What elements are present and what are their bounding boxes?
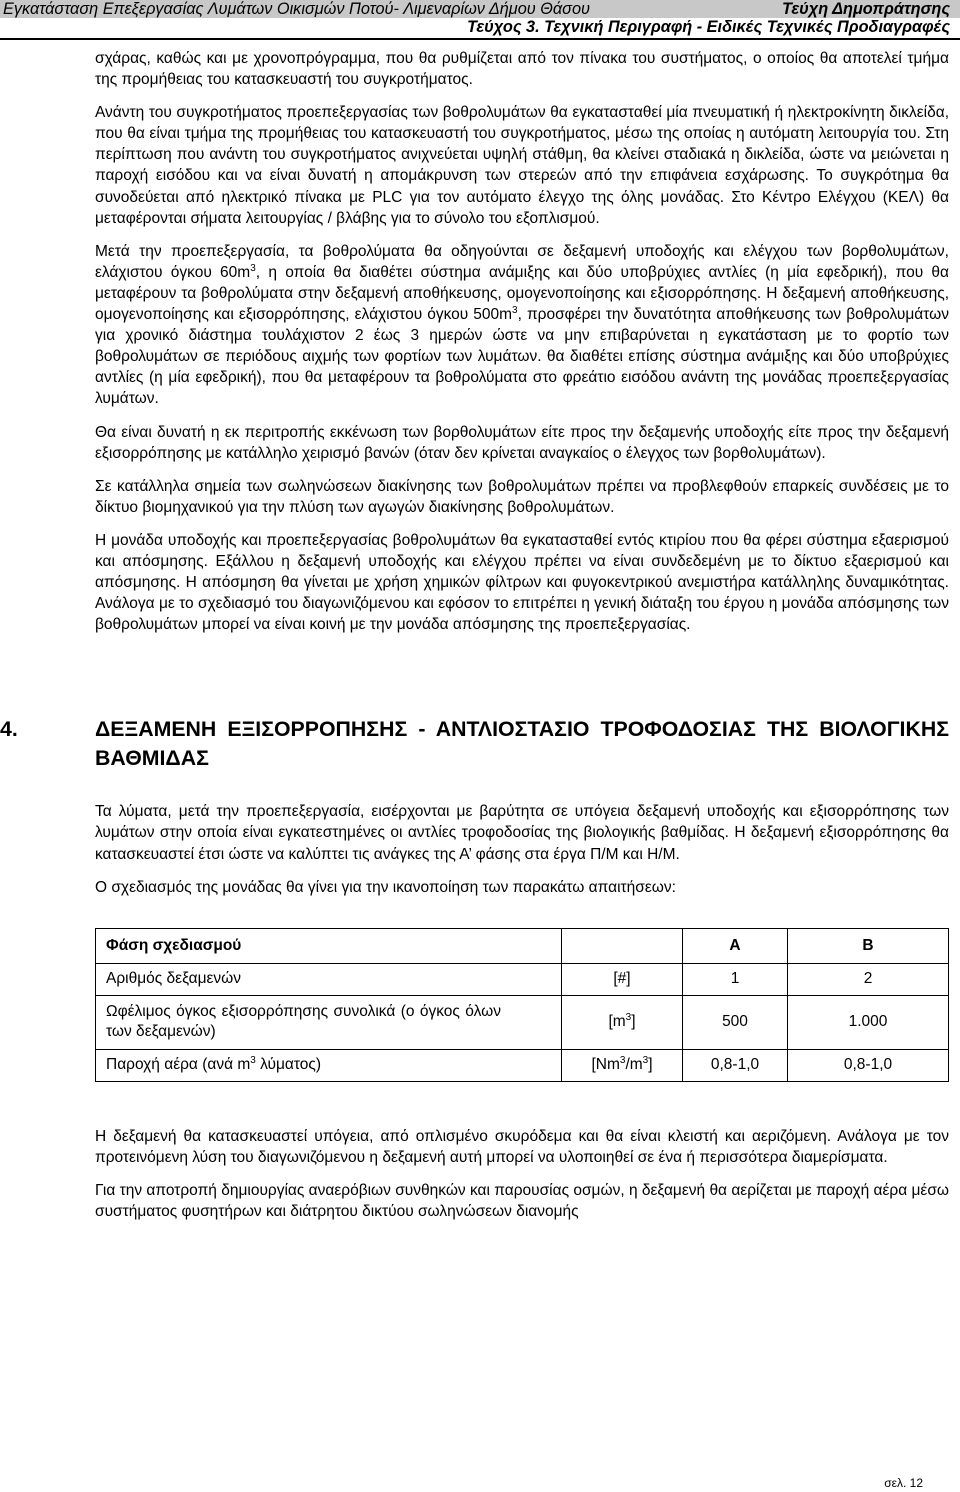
page-number: σελ. 12 bbox=[884, 1476, 923, 1490]
paragraph: σχάρας, καθώς και με χρονοπρόγραμμα, που θα ρυθμίζεται από τον πίνακα του συστήματος, ο οποίος θα αποτελεί τμήμα της προμήθειας του κατασκευαστή του συγκροτήματος. bbox=[95, 50, 949, 89]
section-number: 4. bbox=[0, 717, 18, 742]
text-run: , προσφέρει την δυνατότητα αποθήκευσης των βοθρολυμάτων για χρονικό διάστημα τουλάχιστον 2 έως 3 ημερών ώστε να μην επιβαρύνεται η εγκατάσταση με το φορτίο των βοθρολυμάτων σε περιόδους αιχμής των φορτίων των λυμάτων. θα διαθέτει επίσης σύστημα ανάμιξης και δύο υποβρύχιες αντλίες (η μία εφεδρική), που θα μεταφέρουν τα βοθρολύματα στο φρεάτιο εισόδου ανάντη της μονάδας προεπεξεργασίας λυμάτων. bbox=[95, 306, 950, 408]
paragraph: Η δεξαμενή θα κατασκευαστεί υπόγεια, από οπλισμένο σκυρόδεμα και θα είναι κλειστή και αεριζόμενη. Ανάλογα με τον προτεινόμενη λύση του διαγωνιζόμενου η δεξαμενή αυτή μπορεί να υλοποιηθεί σε ένα ή περισσότερα διαμερίσματα. bbox=[95, 1127, 949, 1166]
table-cell bbox=[562, 995, 683, 1049]
header-project-title: Εγκατάσταση Επεξεργασίας Λυμάτων Οικισμών Ποτού- Λιμεναρίων Δήμου Θάσου bbox=[3, 0, 591, 18]
table-cell: 1.000 bbox=[788, 995, 949, 1049]
paragraph: Ανάντη του συγκροτήματος προεπεξεργασίας των βοθρολυμάτων θα εγκατασταθεί μία πνευματική ή ηλεκτροκίνητη δικλείδα, που θα είναι τμήμα της προμήθειας του κατασκευαστή του συγκροτήματος, μέσω της οποίας η αυτόματη λειτουργία του. Στη περίπτωση που ανάντη του συγκροτήματος ανιχνεύεται υψηλή στάθμη, θα κλείνει σταδιακά η δικλείδα, ώστε να μειώνεται η παροχή εισόδου και να είναι δυνατή η απομάκρυνση των στερεών από την επιφάνεια εσχάρωσης. Το συγκρότημα θα συνοδεύεται από ηλεκτρικό πίνακα με PLC για τον αυτόματο έλεγχο της όλης μονάδας. Στο Κέντρο Ελέγχου (ΚΕΛ) θα μεταφέρονται σήματα λειτουργίας / βλάβης για το σύνολο του εξοπλισμού. bbox=[95, 104, 949, 227]
header-band bbox=[0, 0, 960, 18]
table-header-cell: Α bbox=[683, 928, 788, 963]
header-document-set: Τεύχη Δημοπράτησης bbox=[782, 0, 950, 18]
text-run: , η οποία θα διαθέτει σύστημα ανάμιξης και δύο υποβρύχιες αντλίες (η μία εφεδρική), που θα μεταφέρουν τα βοθρολύματα στην δεξαμενή αποθήκευσης, ομογενοποίησης και εξισορρόπησης. Η δεξαμενή αποθήκευσης, ομογενοποίησης και εξισορρόπησης, ελάχιστου όγκου 500m bbox=[95, 263, 949, 324]
table-row bbox=[96, 1049, 949, 1081]
text-run: ] bbox=[631, 1013, 636, 1031]
superscript: 3 bbox=[619, 1055, 626, 1067]
paragraph: Σε κατάλληλα σημεία των σωληνώσεων διακίνησης των βοθρολυμάτων πρέπει να προβλεφθούν επαρκείς συνδέσεις με το δίκτυο βιομηχανικού για την πλύση των αγωγών διακίνησης βοθρολυμάτων. bbox=[95, 477, 949, 516]
table-header-cell bbox=[562, 928, 683, 963]
superscript: 3 bbox=[250, 262, 256, 274]
text-run: ] bbox=[648, 1056, 653, 1074]
paragraph: Η μονάδα υποδοχής και προεπεξεργασίας βοθρολυμάτων θα εγκατασταθεί εντός κτιρίου που θα φέρει σύστημα εξαερισμού και απόσμησης. Εξάλλου η δεξαμενή υποδοχής και ελέγχου πρέπει να είναι συνδεδεμένη με το δίκτυο εξαερισμού και απόσμησης. Η απόσμηση θα γίνεται με χρήση χημικών φίλτρων και φυγοκεντρικού ανεμιστήρα κατάλληλης δυναμικότητας. Ανάλογα με το σχεδιασμό του διαγωνιζόμενου και εφόσον το επιτρέπει η γενική διάταξη του έργου η μονάδα απόσμησης των βοθρολυμάτων μπορεί να είναι κοινή με την μονάδα απόσμησης της προεπεξεργασίας. bbox=[95, 531, 949, 634]
table-cell bbox=[96, 1049, 562, 1081]
paragraph: Τα λύματα, μετά την προεπεξεργασία, εισέρχονται με βαρύτητα σε υπόγεια δεξαμενή υποδοχής και εξισορρόπησης των λυμάτων στην οποία είναι εγκατεστημένες οι αντλίες τροφοδοσίας της βιολογικής βαθμίδας. Η δεξαμενή εξισορρόπησης θα κατασκευαστεί έτσι ώστε να καλύπτει τις ανάγκες της Α’ φάσης στα έργα Π/Μ και Η/Μ. bbox=[95, 803, 949, 863]
section-title: ΔΕΞΑΜΕΝΗ ΕΞΙΣΟΡΡΟΠΗΣΗΣ - ΑΝΤΛΙΟΣΤΑΣΙΟ ΤΡΟΦΟΔΟΣΙΑΣ ΤΗΣ ΒΙΟΛΟΓΙΚΗΣ ΒΑΘΜΙΔΑΣ bbox=[95, 717, 949, 771]
text-run: Μετά την προεπεξεργασία, τα βοθρολύματα θα οδηγούνται σε δεξαμενή υποδοχής και ελέγχου των βορθολυμάτων, ελάχιστου όγκου 60m bbox=[95, 242, 949, 281]
table-cell: 0,8-1,0 bbox=[683, 1049, 788, 1081]
section-heading bbox=[0, 715, 949, 773]
paragraph bbox=[95, 241, 949, 410]
table-cell: 2 bbox=[788, 963, 949, 995]
table-header-cell: Β bbox=[788, 928, 949, 963]
paragraph: Ο σχεδιασμός της μονάδας θα γίνει για την ικανοποίηση των παρακάτω απαιτήσεων: bbox=[95, 878, 676, 896]
superscript: 3 bbox=[625, 1012, 632, 1024]
text-run: Παροχή αέρα (ανά m bbox=[106, 1056, 251, 1074]
table-header-row bbox=[96, 928, 949, 963]
header-rule bbox=[0, 38, 960, 40]
header-subtitle: Τεύχος 3. Τεχνική Περιγραφή - Ειδικές Τεχνικές Προδιαγραφές bbox=[466, 18, 950, 36]
superscript: 3 bbox=[642, 1055, 649, 1067]
table-cell: 1 bbox=[683, 963, 788, 995]
paragraph: Για την αποτροπή δημιουργίας αναερόβιων συνθηκών και παρουσίας οσμών, η δεξαμενή θα αερίζεται με παροχή αέρα μέσω συστήματος φυσητήρων και διάτρητου δικτύου σωληνώσεων διανομής bbox=[95, 1181, 949, 1220]
table-cell: Ωφέλιμος όγκος εξισορρόπησης συνολικά (ο όγκος όλων των δεξαμενών) bbox=[96, 995, 562, 1049]
design-table bbox=[95, 928, 949, 1082]
text-run: [m bbox=[608, 1013, 626, 1031]
table-row bbox=[96, 995, 949, 1049]
table-cell bbox=[562, 1049, 683, 1081]
superscript: 3 bbox=[250, 1055, 256, 1067]
table-cell: Αριθμός δεξαμενών bbox=[96, 963, 562, 995]
page-header bbox=[0, 0, 960, 40]
paragraph: Θα είναι δυνατή η εκ περιτροπής εκκένωση των βορθολυμάτων είτε προς την δεξαμενής υποδοχής είτε προς την δεξαμενή εξισορρόπησης με κατάλληλο χειρισμό βανών (όταν δεν κρίνεται αναγκαίος ο έλεγχος των βορθολυμάτων). bbox=[95, 423, 949, 462]
table-cell: [#] bbox=[562, 963, 683, 995]
table-cell: 0,8-1,0 bbox=[788, 1049, 949, 1081]
table-cell: 500 bbox=[683, 995, 788, 1049]
table-row bbox=[96, 963, 949, 995]
table-header-cell: Φάση σχεδιασμού bbox=[96, 928, 562, 963]
text-run: /m bbox=[625, 1056, 643, 1074]
page-body bbox=[0, 48, 950, 1222]
superscript: 3 bbox=[512, 304, 518, 316]
text-run: [Nm bbox=[591, 1056, 620, 1074]
text-run: λύματος) bbox=[255, 1056, 322, 1074]
